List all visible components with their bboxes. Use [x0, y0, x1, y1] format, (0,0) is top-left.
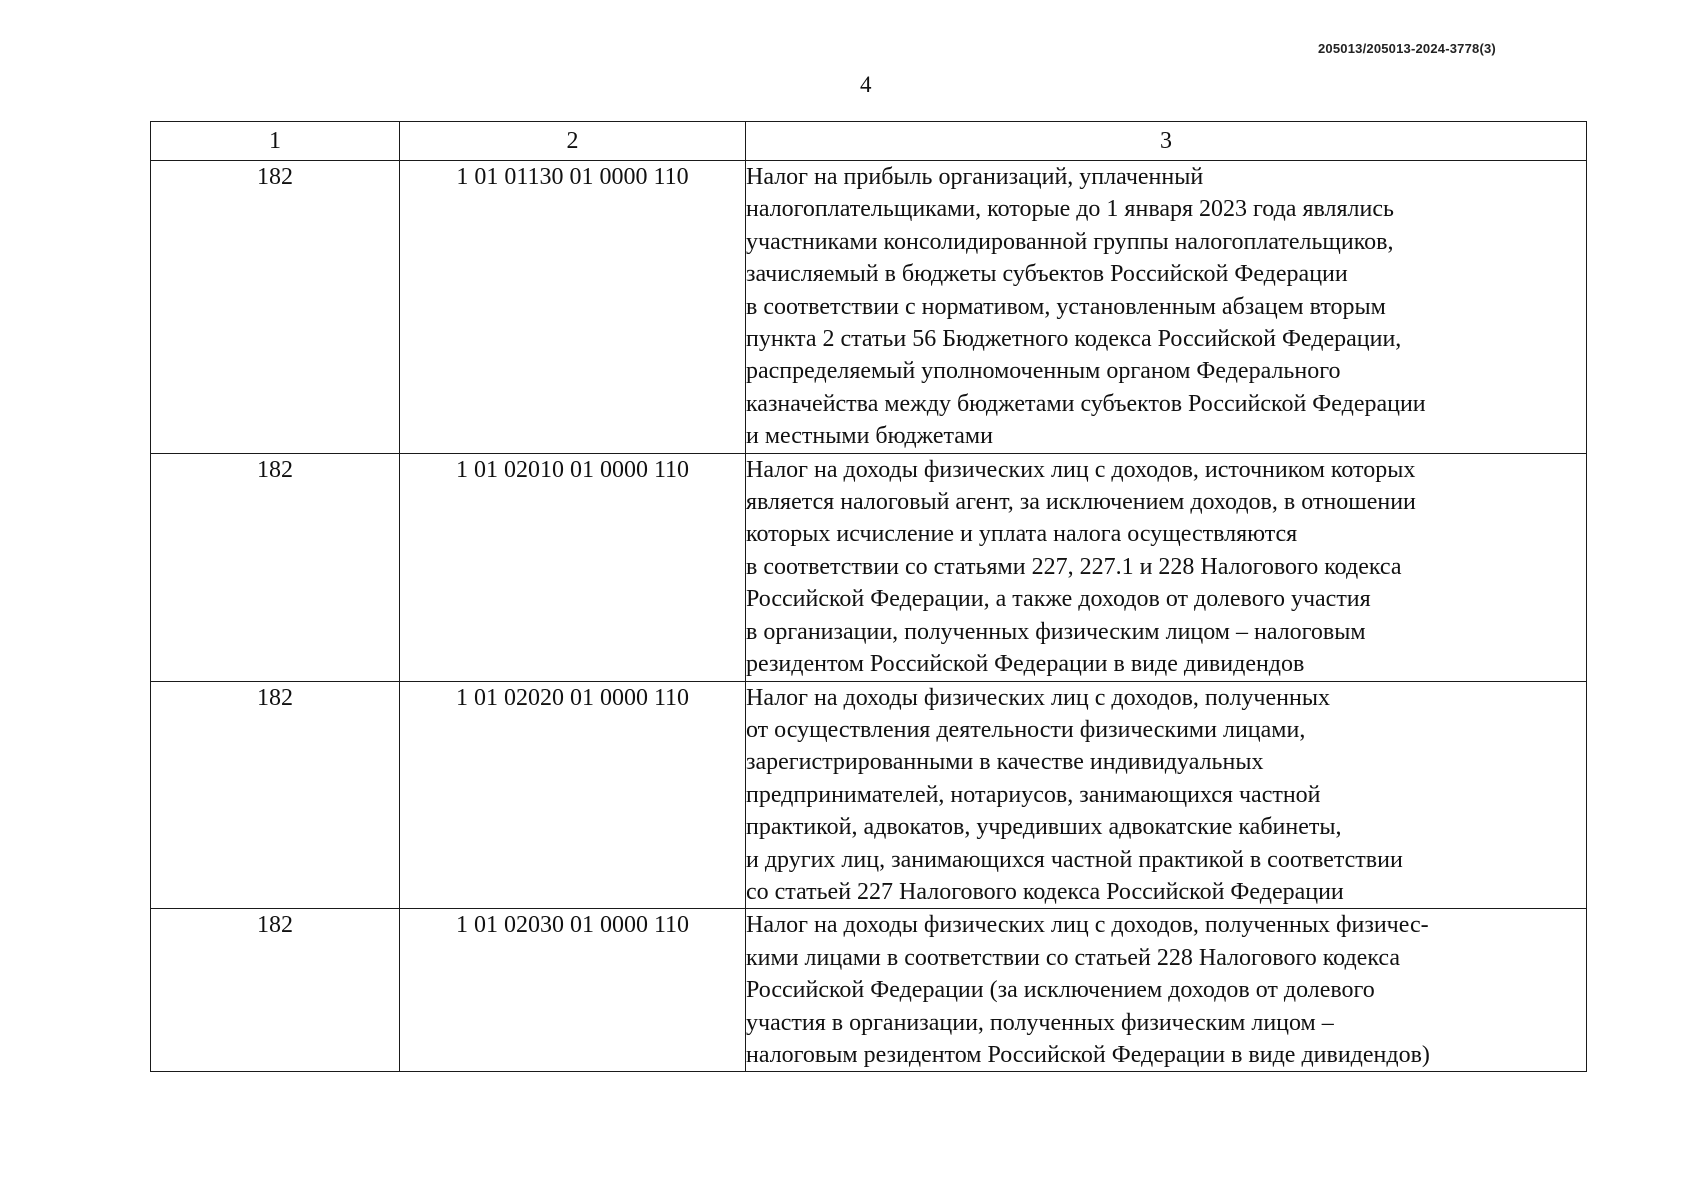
table-header-row	[151, 122, 1587, 161]
budget-code-cell: 1 01 02010 01 0000 110	[400, 453, 746, 681]
page-number: 4	[860, 72, 872, 97]
admin-code-cell: 182	[151, 681, 400, 909]
budget-code-cell: 1 01 01130 01 0000 110	[400, 161, 746, 454]
table-row	[151, 909, 1587, 1072]
column-header-1: 1	[151, 122, 400, 161]
income-name-cell: Налог на доходы физических лиц с доходов, источником которых является налоговый агент, за исключением доходов, в отношении которых исчисление и уплата налога осуществляются в соответствии со статьями 227, 227.1 и 228 Налогового кодекса Российской Федерации, а также доходов от долевого участия в организации, полученных физическим лицом – налоговым резидентом Российской Федерации в виде дивидендов	[746, 453, 1587, 681]
admin-code-cell: 182	[151, 161, 400, 454]
income-name-cell: Налог на доходы физических лиц с доходов, полученных физичес- кими лицами в соответствии со статьей 228 Налогового кодекса Российской Федерации (за исключением доходов от долевого участия в организации, полученных физическим лицом – налоговым резидентом Российской Федерации в виде дивидендов)	[746, 909, 1587, 1072]
income-name-cell: Налог на доходы физических лиц с доходов, полученных от осуществления деятельности физическими лицами, зарегистрированными в качестве индивидуальных предпринимателей, нотариусов, занимающихся частной практикой, адвокатов, учредивших адвокатские кабинеты, и других лиц, занимающихся частной практикой в соответствии со статьей 227 Налогового кодекса Российской Федерации	[746, 681, 1587, 909]
table-row	[151, 453, 1587, 681]
income-name-cell: Налог на прибыль организаций, уплаченный налогоплательщиками, которые до 1 января 2023 года являлись участниками консолидированной группы налогоплательщиков, зачисляемый в бюджеты субъектов Российской Федерации в соответствии с нормативом, установленным абзацем вторым пункта 2 статьи 56 Бюджетного кодекса Российской Федерации, распределяемый уполномоченным органом Федерального казначейства между бюджетами субъектов Российской Федерации и местными бюджетами	[746, 161, 1587, 454]
table-row	[151, 161, 1587, 454]
budget-codes-table	[150, 121, 1587, 1072]
table-row	[151, 681, 1587, 909]
column-header-2: 2	[400, 122, 746, 161]
admin-code-cell: 182	[151, 453, 400, 681]
column-header-3: 3	[746, 122, 1587, 161]
budget-code-cell: 1 01 02030 01 0000 110	[400, 909, 746, 1072]
admin-code-cell: 182	[151, 909, 400, 1072]
document-registration-number: 205013/205013-2024-3778(3)	[1318, 41, 1496, 56]
budget-code-cell: 1 01 02020 01 0000 110	[400, 681, 746, 909]
